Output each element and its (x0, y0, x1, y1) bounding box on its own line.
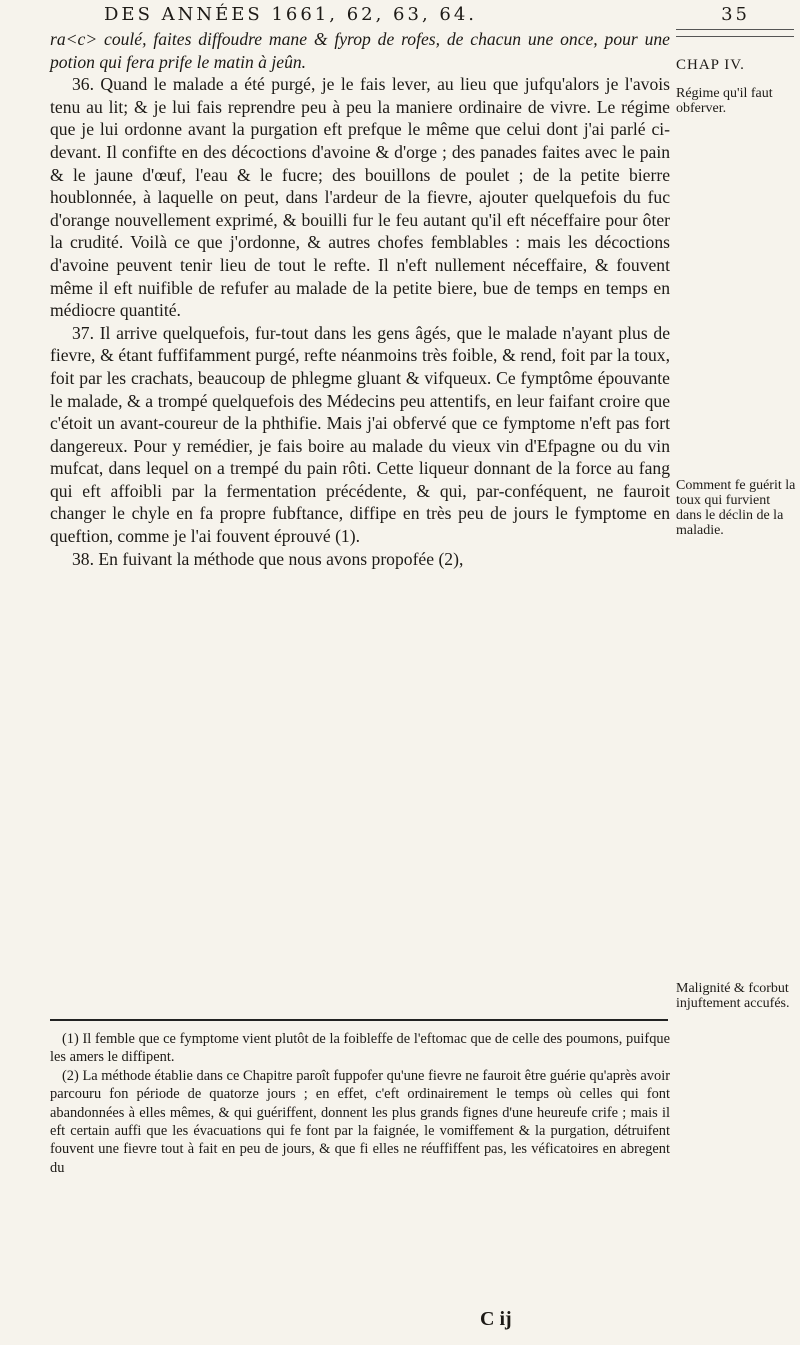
main-text (50, 28, 670, 570)
page-number: 35 (721, 4, 750, 25)
margin-note-toux: Comment fe guérit la toux qui furvient dans le déclin de la maladie. (676, 478, 796, 538)
paragraph-recipe-end: ra<c> coulé, faites diffoudre mane & fyrop de rofes, de chacun une once, pour une potion qui fera prife le matin à jeûn. (50, 29, 670, 72)
paragraph-37: 37. Il arrive quelquefois, fur-tout dans les gens âgés, que le malade n'ayant plus de fievre, & étant fuffifamment purgé, refte néanmoins très foible, & rend, foit par la toux, foit par les crachats, beaucoup de phlegme gluant & vifqueux. Ce fymptôme épouvante le malade, & a trompé quelquefois des Médecins peu attentifs, en leur faifant croire que c'étoit un avant-coureur de la phthifie. Mais j'ai obfervé que ce fymptome n'eft pas fort dangereux. Pour y remédier, je fais boire au malade du vieux vin d'Efpagne ou du vin mufcat, dans lequel on a trempé du pain rôti. Cette liqueur donnant de la force au fang qui eft affoibli par la fermentation précédente, & qui, par-conféquent, ne fauroit changer le chyle en fa propre fubftance, diffipe en très peu de jours le fymptome en queftion, comme je l'ai fouvent éprouvé (1). (50, 322, 670, 547)
header-rule (676, 29, 794, 37)
footnote-2: (2) La méthode établie dans ce Chapitre paroît fuppofer qu'une fievre ne fauroit être guérie qu'après avoir parcouru fon période de quatorze jours ; en effet, c'eft ordinairement le temps où celles qui font abandonnées à elles mêmes, & qui guériffent, donnent les plus grands fignes d'une heureufe crife ; mais il eft certain auffi que les évacuations qui fe font par la faignée, le vomiffement & la purgation, détruifent fouvent une fievre tout à fait en peu de jours, & que fi elles ne réuffiffent pas, les véficatoires en abregent du (50, 1067, 670, 1176)
margin-chapter: CHAP IV. (676, 57, 745, 73)
footnotes (50, 1030, 670, 1177)
paragraph-38: 38. En fuivant la méthode que nous avons propofée (2), (72, 548, 464, 569)
margin-note-malignite: Malignité & fcorbut injuftement accufés. (676, 981, 790, 1011)
footnote-1: (1) Il femble que ce fymptome vient plutôt de la foibleffe de l'eftomac que de celle des poumons, puifque les amers le diffipent. (50, 1031, 670, 1066)
signature-mark: C ij (480, 1308, 512, 1330)
paragraph-36: 36. Quand le malade a été purgé, je le fais lever, au lieu que jufqu'alors je l'avois tenu au lit; & je lui fais reprendre peu à peu la maniere ordinaire de vivre. Le régime que je lui ordonne avant la purgation eft prefque le même que celui dont j'ai parlé ci-devant. Il confifte en des décoctions d'avoine & d'orge ; des panades faites avec le pain & le jaune d'œuf, l'eau & le fucre; des bouillons de poulet ; de la petite bierre houblonnée, à laquelle on peut, dans l'ardeur de la fievre, ajouter quelquefois du fuc d'orange nouvellement exprimé, & bouilli fur le feu autant qu'il eft néceffaire pour ôter la crudité. Voilà ce que j'ordonne, & autres chofes femblables : mais les décoctions d'avoine peuvent tenir lieu de tout le refte. Il n'eft nullement néceffaire, & fouvent même il eft nuifible de refufer au malade de la petite biere, bue de temps en temps en médiocre quantité. (50, 74, 670, 321)
running-head-title: DES ANNÉES 1661, 62, 63, 64. (104, 4, 478, 25)
margin-note-regime: Régime qu'il faut obferver. (676, 86, 773, 116)
footnote-rule (50, 1019, 668, 1021)
running-head (54, 4, 750, 25)
